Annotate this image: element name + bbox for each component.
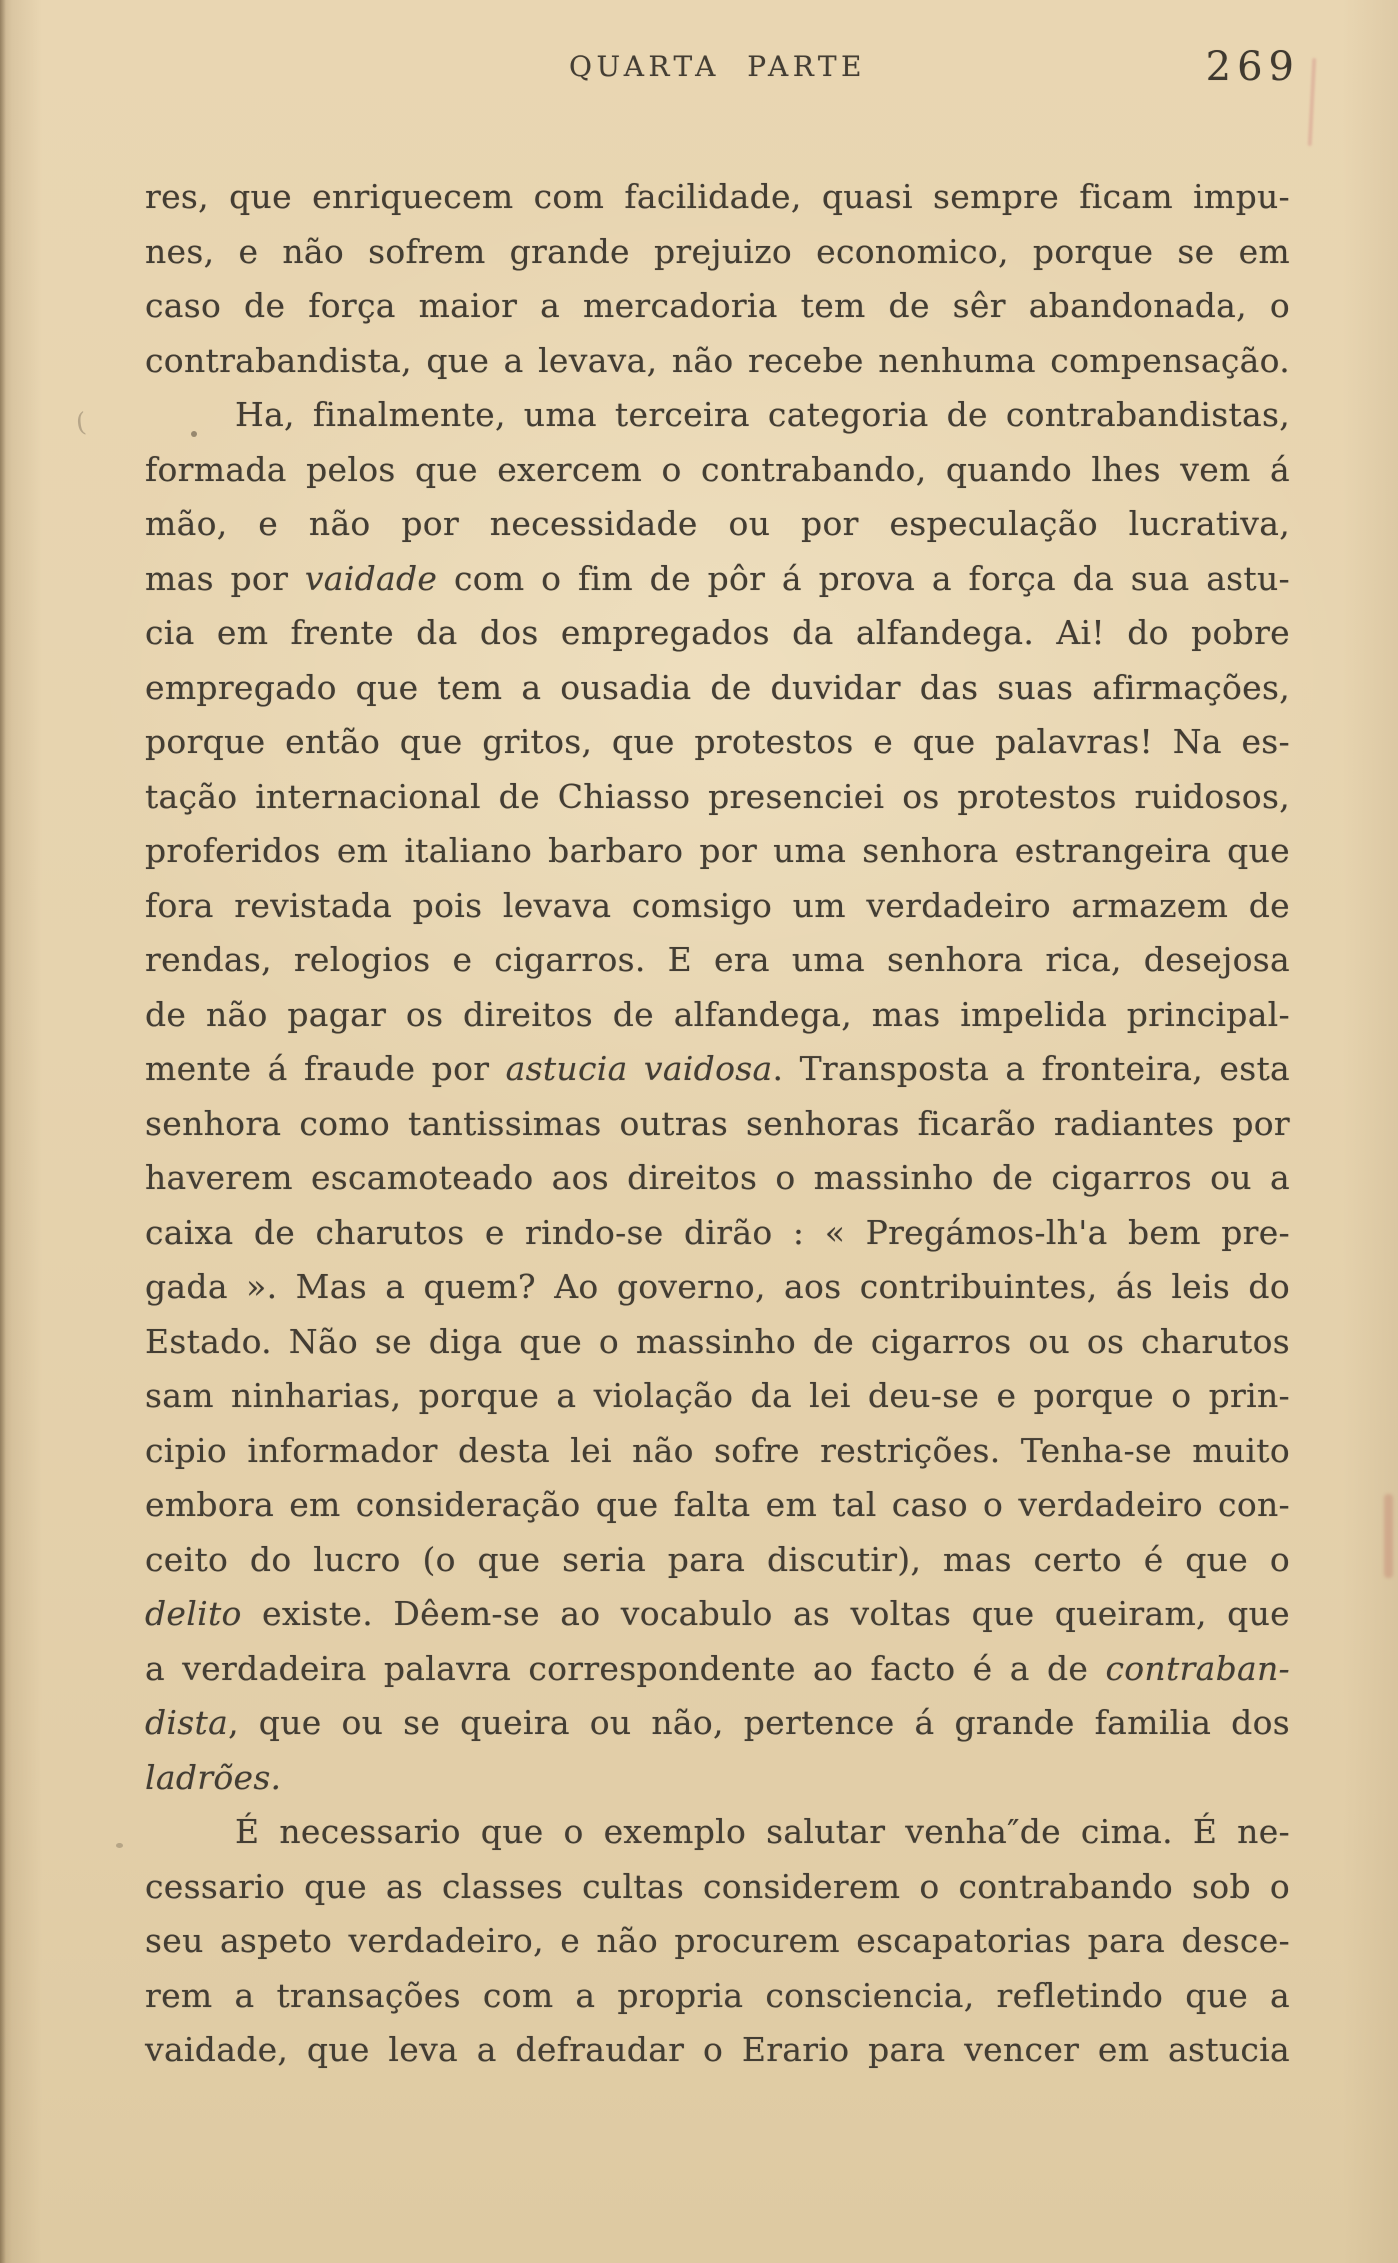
text-segment: vaidade, que leva a defraudar o Erario para vencer em astucia xyxy=(145,2030,1290,2069)
text-line xyxy=(145,1751,1290,1806)
italic-text: delito xyxy=(145,1594,242,1633)
text-segment: formada pelos que exercem o contrabando, quando lhes vem á xyxy=(145,449,1290,489)
text-segment: contrabandista, que a levava, não recebe nenhuma compensação. xyxy=(145,340,1290,380)
text-segment: empregado que tem a ousadia de duvidar das suas afirmações, xyxy=(145,667,1290,707)
text-segment: porque então que gritos, que protestos e que palavras! Na es- xyxy=(145,722,1290,761)
text-line xyxy=(145,1478,1290,1533)
text-segment: haverem escamoteado aos direitos o massinho de cigarros ou a xyxy=(145,1158,1290,1197)
text-segment: existe. Dêem-se ao vocabulo as voltas que queiram, que xyxy=(241,1594,1290,1633)
text-segment: cipio informador desta lei não sofre restrições. Tenha-se muito xyxy=(145,1430,1290,1470)
text-segment: mas por xyxy=(145,558,305,598)
page-number: 269 xyxy=(1205,44,1300,90)
text-segment: embora em consideração que falta em tal caso o verdadeiro con- xyxy=(145,1485,1290,1524)
text-line xyxy=(145,661,1290,716)
text-segment: Estado. Não se diga que o massinho de cigarros ou os charutos xyxy=(145,1321,1290,1361)
text-segment: tação internacional de Chiasso presenciei os protestos ruidosos, xyxy=(145,776,1290,816)
text-segment: caixa de charutos e rindo-se dirão : « Pregámos-lh'a bem pre- xyxy=(145,1212,1290,1252)
text-line xyxy=(145,1206,1290,1261)
text-segment: senhora como tantissimas outras senhoras ficarão radiantes por xyxy=(145,1103,1290,1143)
paragraph xyxy=(145,170,1290,388)
text-segment: mente á fraude por xyxy=(145,1049,506,1088)
text-segment: fora revistada pois levava comsigo um verdadeiro armazem de xyxy=(145,885,1290,925)
scan-streak-right-edge xyxy=(1384,1494,1393,1578)
text-segment: de não pagar os direitos de alfandega, mas impelida principal- xyxy=(145,994,1290,1034)
text-segment: mão, e não por necessidade ou por especulação lucrativa, xyxy=(145,504,1290,543)
text-segment: rendas, relogios e cigarros. E era uma senhora rica, desejosa xyxy=(145,940,1290,979)
ink-smudge-paren: ( xyxy=(74,407,88,439)
text-line xyxy=(145,1151,1290,1206)
text-line xyxy=(145,770,1290,825)
text-line xyxy=(145,879,1290,934)
text-line xyxy=(145,1696,1290,1751)
text-line xyxy=(145,1424,1290,1479)
text-line xyxy=(145,170,1290,225)
text-segment: Ha, finalmente, uma terceira categoria de contrabandistas, xyxy=(235,395,1290,434)
text-segment: proferidos em italiano barbaro por uma senhora estrangeira que xyxy=(145,831,1290,870)
text-line xyxy=(145,552,1290,607)
text-line xyxy=(145,606,1290,661)
text-line xyxy=(145,1533,1290,1588)
text-segment: nes, e não sofrem grande prejuizo economico, porque se em xyxy=(145,231,1290,271)
text-line xyxy=(145,1860,1290,1915)
text-segment: sam ninharias, porque a violação da lei deu-se e porque o prin- xyxy=(145,1376,1290,1415)
text-line xyxy=(145,388,1290,443)
text-line xyxy=(145,1369,1290,1424)
italic-text: contraban- xyxy=(1105,1648,1290,1688)
italic-text: astucia vaidosa xyxy=(505,1049,773,1088)
italic-text: dista xyxy=(145,1703,229,1742)
text-block xyxy=(145,170,1290,2078)
text-segment: caso de força maior a mercadoria tem de sêr abandonada, o xyxy=(145,286,1290,325)
text-segment: . Transposta a fronteira, esta xyxy=(772,1049,1290,1088)
text-segment: É necessario que o exemplo salutar venha″de cima. É ne- xyxy=(235,1812,1290,1851)
text-line xyxy=(145,1097,1290,1152)
text-line xyxy=(145,1914,1290,1969)
running-title: QUARTA PARTE xyxy=(569,50,866,83)
text-line xyxy=(145,1042,1290,1097)
text-segment: res, que enriquecem com facilidade, quasi sempre ficam impu- xyxy=(145,177,1290,216)
text-segment: rem a transações com a propria consciencia, refletindo que a xyxy=(145,1975,1290,2015)
paragraph xyxy=(145,388,1290,1805)
text-line xyxy=(145,443,1290,498)
text-segment: cessario que as classes cultas considerem o contrabando sob o xyxy=(145,1866,1290,1906)
paragraph xyxy=(145,1805,1290,2078)
scan-streak-top-right xyxy=(1308,58,1317,146)
italic-text: vaidade xyxy=(304,558,438,598)
text-line xyxy=(145,1260,1290,1315)
text-segment: seu aspeto verdadeiro, e não procurem escapatorias para desce- xyxy=(145,1921,1290,1960)
text-line xyxy=(145,824,1290,879)
text-line xyxy=(145,2023,1290,2078)
text-line xyxy=(145,933,1290,988)
text-line xyxy=(145,279,1290,334)
text-line xyxy=(145,988,1290,1043)
text-line xyxy=(145,225,1290,280)
italic-text: ladrões. xyxy=(145,1757,282,1797)
text-line xyxy=(145,1642,1290,1697)
text-line xyxy=(145,715,1290,770)
text-segment: a verdadeira palavra correspondente ao facto é a de xyxy=(145,1648,1106,1688)
page-header xyxy=(145,44,1300,90)
text-segment: cia em frente da dos empregados da alfandega. Ai! do pobre xyxy=(145,613,1290,652)
ink-fleck xyxy=(116,1843,123,1848)
text-segment: ceito do lucro (o que seria para discutir), mas certo é que o xyxy=(145,1539,1290,1579)
text-segment: , que ou se queira ou não, pertence á grande familia dos xyxy=(228,1703,1290,1742)
text-line xyxy=(145,334,1290,389)
text-line xyxy=(145,1805,1290,1860)
scan-gutter-shadow xyxy=(0,0,6,2263)
text-segment: com o fim de pôr á prova a força da sua astu- xyxy=(437,558,1290,598)
text-line xyxy=(145,1587,1290,1642)
text-line xyxy=(145,497,1290,552)
text-segment: gada ». Mas a quem? Ao governo, aos contribuintes, ás leis do xyxy=(145,1267,1290,1306)
text-line xyxy=(145,1315,1290,1370)
text-line xyxy=(145,1969,1290,2024)
